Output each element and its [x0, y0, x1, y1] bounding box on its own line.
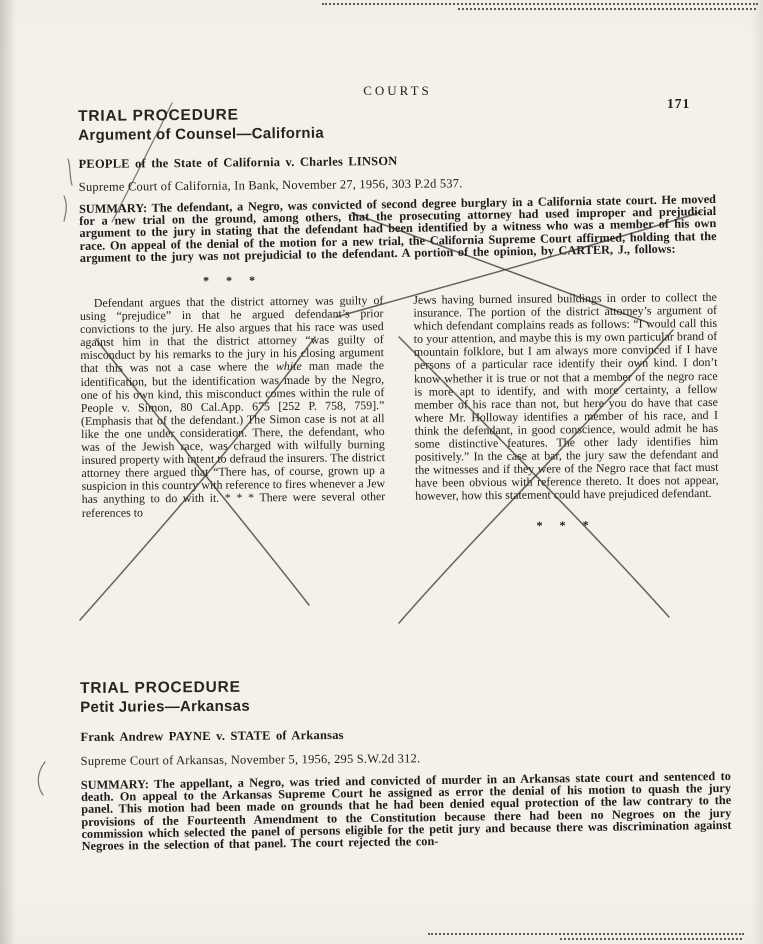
opinion-left-text-b: man made the identification, but the identification was made by the Negro, one of his own kind, this misconduct comes within the rule of People v. Simon, 80 Cal.App. 675 [252 P. 758, 759].” (Emphasis that of the defendant.) The Simon case is not at all like the one under consideration. There, the defendant, who was of the Jewish race, was charged with wilfully burning insured property with intent to defraud the insurers. The district attorney there argued that “There has, of course, grown up a suspicion in this country with reference to fires whenever a Jew has anything to do with it. * * * There were several other references to [80, 358, 386, 520]
opinion-left-text-italic: white [275, 359, 302, 374]
asterisk-separator-bottom: * * * [536, 517, 596, 533]
opinion-left-text-a: Defendant argues that the district attorney was guilty of using “prejudice” in that he argued defendant’s prior convictions to the jury. He also argues that his race was used against him in that the district attorney “was guilty of misconduct by his remarks to the jury in his closing argument that this was not a case where the [79, 293, 384, 376]
margin-mark-2 [64, 196, 66, 221]
perforation-dots-bottom-row1 [428, 933, 744, 935]
section1-subtitle: Argument of Counsel—California [78, 124, 325, 144]
section2-title: TRIAL PROCEDURE [80, 678, 241, 697]
page-number: 171 [667, 96, 691, 111]
section1-summary: SUMMARY: The defendant, a Negro, was convicted of second degree burglary in a California state court. He moved for a new trial on the ground, among others, that the prosecuting attorney had used improper and prejudicial argument to the jury in stating that the defendant had been identified by a witness who was a member of his own race. On appeal of the denial of the motion for a new trial, the California Supreme Court affirmed, holding that the argument to the jury was not prejudicial to the defendant. A portion of the opinion, by CARTER, J., follows: [78, 191, 717, 265]
margin-mark-1 [68, 159, 72, 185]
perforation-dots-top-row1 [322, 3, 758, 5]
section-california-case [78, 102, 719, 538]
section-arkansas-case [80, 675, 731, 852]
running-header: COURTS [363, 83, 432, 98]
opinion-column-right: Jews having burned insured buildings in order to collect the insurance. The portion of the district attorney’s argument of which defendant complains reads as follows: “I would call this to your attention, and maybe this is my own particular brand of mountain folklore, but I am always more convinced if I have persons of a particular race identify their own kind. I don’t know whether it is true or not that a member of the negro race is more apt to identify, and with more certainty, a fellow member of his race than not, but here you do have that case where Mr. Holloway identifies a member of his race, and I think the defendant, in good conscience, would admit he has some distinctive features. The other lady identifies him positively.” In the case at bar, the jury saw the defendant and the witnesses and if they were of the Negro race that fact must have been obvious with reference thereto. It does not appear, however, how this statement could have prejudiced defendant. [413, 289, 719, 504]
asterisk-separator-top: * * * [202, 273, 263, 288]
section2-subtitle: Petit Juries—Arkansas [80, 697, 250, 716]
section2-citation: Supreme Court of Arkansas, November 5, 1956, 295 S.W.2d 312. [80, 751, 421, 768]
section1-case-name: PEOPLE of the State of California v. Charles LINSON [78, 153, 398, 171]
perforation-dots-top-row2 [458, 8, 756, 10]
margin-mark-3 [38, 762, 45, 795]
perforation-dots-bottom-row2 [560, 938, 742, 940]
section2-summary: SUMMARY: The appellant, a Negro, was tried and convicted of murder in an Arkansas state court and sentenced to death. On appeal to the Arkansas Supreme Court he assigned as error the denial of his motion to quash the jury panel. This motion had been made on grounds that he had been denied equal protection of the law contrary to the provisions of the Fourteenth Amendment to the Constitution because there had been no Negroes on the jury commission which selected the panel of persons eligible for the petit jury and because there was discrimination against Negroes in the selection of that panel. The court rejected the con- [80, 768, 732, 854]
opinion-two-columns [80, 291, 719, 520]
section2-case-name: Frank Andrew PAYNE v. STATE of Arkansas [80, 727, 344, 744]
section1-title: TRIAL PROCEDURE [78, 106, 239, 125]
opinion-column-left [80, 294, 386, 519]
section1-citation: Supreme Court of California, In Bank, November 27, 1956, 303 P.2d 537. [78, 176, 463, 194]
